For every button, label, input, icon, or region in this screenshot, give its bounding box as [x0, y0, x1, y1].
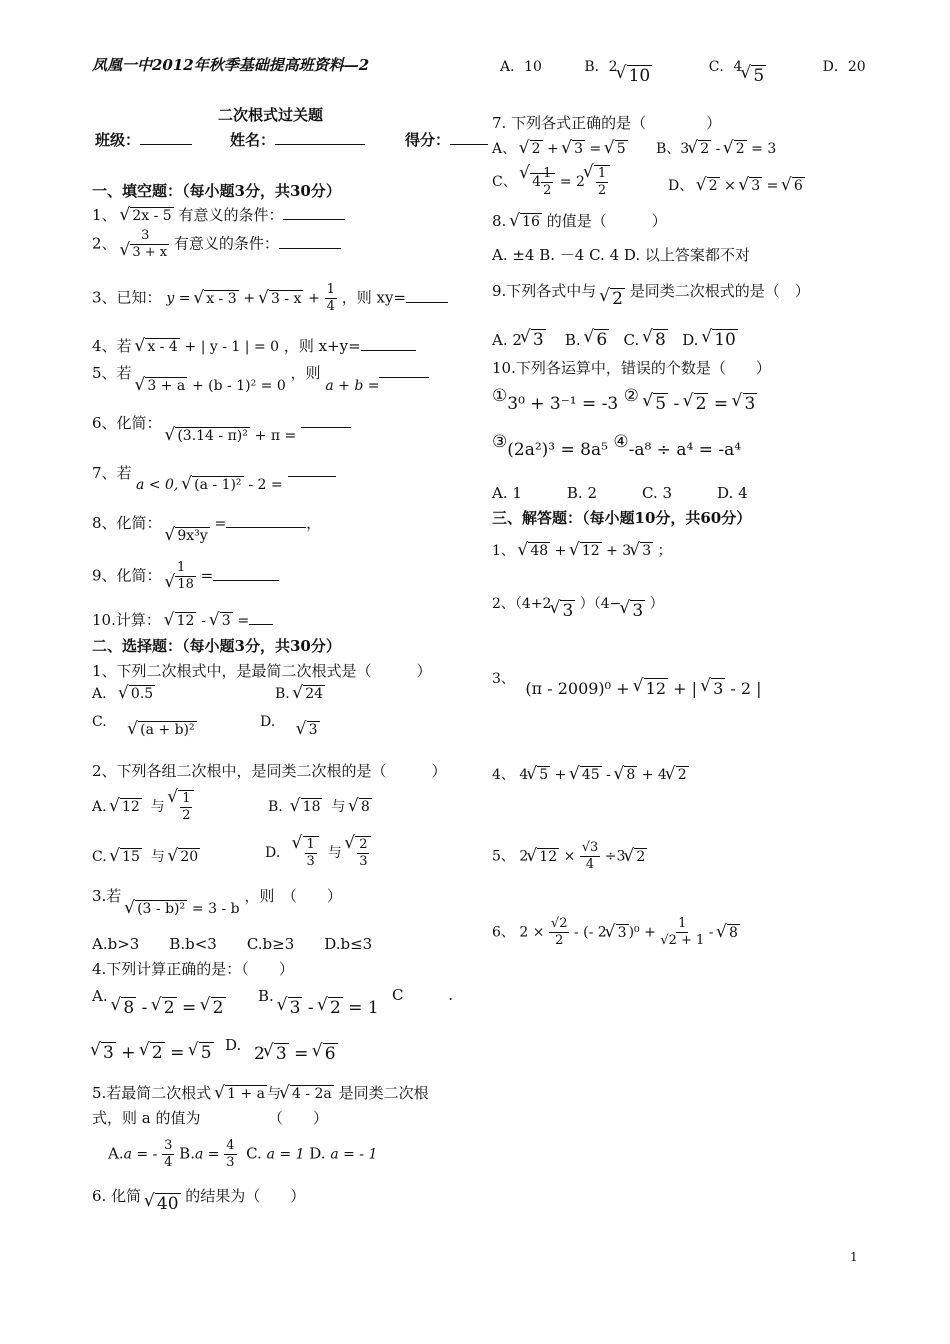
fill-q1: 1、 √ 2x - 5 有意义的条件： — [92, 204, 345, 225]
solve-q6: 6、 2 × $\frac{√2}{2}$ - (- 2√ 3 )⁰ + $\frac{1}{√2 + 1}$ - √ 8 — [492, 916, 740, 949]
choice-q1-opt-d: D. √ 3 — [260, 714, 302, 730]
choice-q10-options: A. 1 B. 2 C. 3 D. 4 — [492, 484, 748, 502]
choice-q7-opt-a: A、 √ 2 + √ 3 = √ 5 — [492, 138, 628, 158]
choice-q4-opt-a: A. √ 8 - √ 2 = √ 2 — [92, 986, 226, 1006]
choice-q7: 7. 下列各式正确的是（ ） — [492, 114, 722, 132]
class-label: 班级： — [95, 131, 141, 149]
choice-q5-line2: 式，则 a 的值为 （ ） — [92, 1109, 328, 1127]
fill-heading: 一、填空题：（每小题3分，共30分） — [92, 182, 341, 200]
solve-q5: 5、 2√ 12 × $\frac{√3}{4}$ ÷3√ 2 — [492, 840, 647, 873]
choice-q1-opt-b: B. √ 24 — [275, 686, 325, 702]
choice-q9-options: A. 2√ 3 B. √ 6 C. √ 8 D. √ 10 — [492, 330, 738, 350]
choice-q10-items-3-4: ③(2a²)³ = 8a⁵ ④-a⁸ ÷ a⁴ = -a⁴ — [492, 432, 742, 460]
choice-q4-opt-d: D. 2√ 3 = √ 6 — [225, 1035, 338, 1055]
fill-q7: 7、若 a < 0, √ (a - 1)² - 2 = — [92, 462, 132, 483]
name-field — [230, 129, 365, 150]
choice-q9: 9.下列各式中与 √ 2 是同类二次根式的是（ ） — [492, 280, 810, 301]
choice-q2-opt-d: D. √ $\frac{1}{3}$ 与 √ $\frac{2}{3}$ — [265, 836, 371, 870]
choice-q4-opt-b: B. √ 3 - √ 2 = 1 — [258, 986, 379, 1006]
choice-q7-opt-d: D、 √ 2 × √ 3 = √ 6 — [668, 175, 805, 195]
document-header: 凤凰一中2012年秋季基础提高班资料—2 — [92, 56, 370, 74]
solve-heading: 三、解答题：（每小题10分，共60分） — [492, 509, 752, 527]
fill-q6: 6、化简： √ (3.14 - π)² + π = — [92, 412, 351, 433]
choice-q6-options: A．10 B．2√ 10 C．4√ 5 D．20 — [500, 56, 866, 76]
choice-q6: 6. 化简 √ 40 的结果为（ ） — [92, 1185, 305, 1206]
page-number: 1 — [850, 1250, 858, 1264]
choice-q10-items-1-2: ①3⁰ + 3⁻¹ = -3 ② √ 5 - √ 2 = √ 3 — [492, 386, 757, 406]
choice-q5-options: A.a = - $\frac{3}{4}$ B.a = $\frac{4}{3}$ C. a = 1 D. a = - 1 — [108, 1138, 378, 1170]
choice-q1-opt-c: C. √ (a + b)² — [92, 714, 179, 730]
fill-q5: 5、若 √ 3 + a + (b - 1)² = 0 ，则 a + b = — [92, 362, 429, 383]
document-subtitle: 二次根式过关题 — [218, 106, 324, 124]
choice-heading: 二、选择题：（每小题3分，共30分） — [92, 637, 341, 655]
choice-q5: 5.若最简二次根式 √ 1 + a 与√ 4 - 2a 是同类二次根 — [92, 1082, 429, 1103]
choice-q7-opt-c: C、 √ 4 $\frac{1}{2}$ = 2 √ $\frac{1}{2}$ — [492, 165, 610, 199]
fill-q2: 2、 3 √ 3 + x 有意义的条件： — [92, 228, 341, 261]
solve-q3: 3、 (π - 2009)⁰ + √ 12 + | √ 3 - 2 | — [492, 668, 762, 688]
choice-q2-opt-a: A. √ 12 与 √ $\frac{1}{2}$ — [92, 790, 194, 824]
fill-q9: 9、化简： 1 √ 18 = — [92, 560, 279, 593]
choice-q2-opt-c: C. √ 15 与 √ 20 — [92, 846, 200, 866]
choice-q4-opt-c: √ 3 + √ 2 = √ 5 — [92, 1043, 214, 1063]
choice-q8: 8. √ 16 的值是（ ） — [492, 210, 667, 231]
solve-q4: 4、 4√ 5 + √ 45 - √ 8 + 4√ 2 — [492, 764, 689, 784]
choice-q3-options: A.b>3 B.b<3 C.b≥3 D.b≤3 — [92, 935, 373, 953]
class-field — [95, 129, 192, 150]
score-label: 得分： — [405, 131, 451, 149]
score-field — [405, 129, 488, 150]
choice-q8-options: A. ±4 B. －4 C. 4 D. 以上答案都不对 — [492, 246, 750, 264]
name-label: 姓名： — [230, 131, 276, 149]
solve-q1: 1、 √ 48 + √ 12 + 3√ 3 ； — [492, 540, 672, 560]
choice-q3: 3.若 √ (3 - b)² = 3 - b ，则 （ ） — [92, 885, 342, 906]
choice-q10: 10.下列各运算中，错误的个数是（ ） — [492, 359, 771, 377]
choice-q1: 1、下列二次根式中，是最简二次根式是（ ） — [92, 662, 432, 680]
choice-q4-opt-c-label: C . — [392, 986, 454, 1004]
solve-q2: 2、（4+2√ 3 ）（4−√ 3 ） — [492, 593, 664, 613]
fill-q10: 10.计算： √ 12 - √ 3 = — [92, 609, 273, 630]
fill-q4: 4、若 √ x - 4 + | y - 1 | = 0 ，则 x+y= — [92, 335, 416, 356]
choice-q1-opt-a: A. √ 0.5 — [92, 686, 155, 702]
fill-q3: 3、已知： y = √ x - 3 + √ 3 - x + $\frac{1}{4}$ ，则 xy= — [92, 282, 448, 315]
choice-q4: 4.下列计算正确的是：（ ） — [92, 960, 294, 978]
choice-q7-opt-b: B、3√ 2 - √ 2 = 3 — [656, 138, 776, 158]
choice-q2: 2、下列各组二次根中，是同类二次根的是（ ） — [92, 762, 447, 780]
fill-q8: 8、化简： √ 9x³y = ， — [92, 512, 321, 533]
choice-q2-opt-b: B. √ 18 与 √ 8 — [268, 796, 372, 816]
